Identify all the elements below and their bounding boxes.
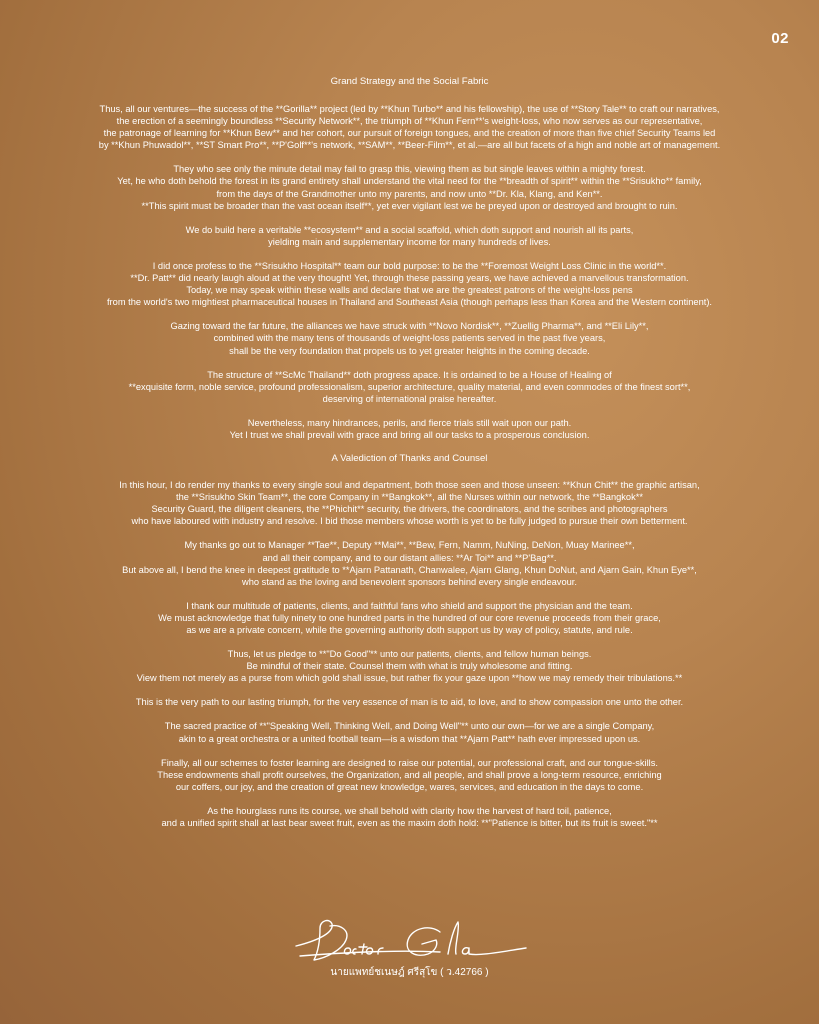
text-line: As the hourglass runs its course, we shall behold with clarity how the harvest of hard toil, patience, (207, 805, 612, 816)
text-line: the erection of a seemingly boundless **Security Network**, the triumph of **Khun Fern**'s weight-loss, who now serves as our representative, (116, 116, 703, 127)
paragraph (30, 417, 789, 441)
letter-body (30, 76, 789, 841)
text-line: deserving of international praise hereafter. (322, 393, 497, 404)
text-line: who stand as the loving and benevolent sponsors behind every single endeavour. (242, 576, 577, 587)
paragraph (30, 260, 789, 308)
paragraph (30, 757, 789, 793)
text-line: Yet, he who doth behold the forest in its grand entirety shall understand the vital need for the **breadth of spirit** within the **Srisukho** family, (117, 176, 702, 187)
text-line: Nevertheless, many hindrances, perils, and fierce trials still wait upon our path. (247, 417, 572, 428)
text-line: the **Srisukho Skin Team**, the core Company in **Bangkok**, all the Nurses within our network, the **Bangkok** (176, 492, 643, 503)
text-line: **This spirit must be broader than the vast ocean itself**, yet ever vigilant lest we be preyed upon or destroyed and brought to ruin. (141, 200, 678, 211)
text-line: I thank our multitude of patients, clients, and faithful fans who shield and support the physician and the team. (186, 600, 633, 611)
text-line: But above all, I bend the knee in deepest gratitude to **Ajarn Pattanath, Chanwalee, Ajarn Glang, Khun DoNut, and Ajarn Gain, Khun Eye**, (122, 564, 697, 575)
paragraph (30, 479, 789, 527)
text-line: We do build here a veritable **ecosystem** and a social scaffold, which doth support and nourish all its parts, (185, 224, 634, 235)
section-title-valediction: A Valediction of Thanks and Counsel (331, 453, 488, 465)
paragraph (30, 720, 789, 744)
section-valediction (30, 479, 789, 829)
text-line: Yet I trust we shall prevail with grace and bring all our tasks to a prosperous conclusion. (229, 429, 590, 440)
text-line: combined with the many tens of thousands of weight-loss patients served in the past five years, (213, 333, 606, 344)
text-line: shall be the very foundation that propels us to yet greater heights in the coming decade. (229, 345, 590, 356)
text-line: Today, we may speak within these walls and declare that we are the greatest patrons of the weight-loss pens (186, 285, 633, 296)
text-line: I did once profess to the **Srisukho Hospital** team our bold purpose: to be the **Foremost Weight Loss Clinic in the world**. (152, 260, 667, 271)
text-line: The structure of **ScMc Thailand** doth progress apace. It is ordained to be a House of Healing of (207, 369, 612, 380)
text-line: who have laboured with industry and resolve. I bid those members whose worth is yet to be fully judged to pursue their own betterment. (131, 516, 688, 527)
paragraph (30, 600, 789, 636)
text-line: from the world's two mightiest pharmaceutical houses in Thailand and Southeast Asia (though perhaps less than Korea and the Western continent). (106, 297, 713, 308)
text-line: This is the very path to our lasting triumph, for the very essence of man is to aid, to love, and to show compassion one unto the other. (135, 697, 684, 708)
text-line: View them not merely as a purse from which gold shall issue, but rather fix your gaze upon **how we may remedy their tribulations.** (136, 673, 683, 684)
section-grand-strategy (30, 103, 789, 441)
paragraph (30, 369, 789, 405)
text-line: **Dr. Patt** did nearly laugh aloud at the very thought! Yet, through these passing years, we have achieved a marvellous transformation. (130, 273, 689, 284)
paragraph (30, 805, 789, 829)
paragraph (30, 648, 789, 684)
text-line: Gazing toward the far future, the alliances we have struck with **Novo Nordisk**, **Zuellig Pharma**, and **Eli Lily**, (170, 321, 649, 332)
paragraph (30, 224, 789, 248)
paragraph (30, 103, 789, 151)
text-line: as we are a private concern, while the governing authority doth support us by way of policy, statute, and rule. (186, 625, 633, 635)
text-line: and a unified spirit shall at last bear sweet fruit, even as the maxim doth hold: **"Patience is bitter, but its fruit is sweet."** (161, 818, 658, 829)
text-line: Security Guard, the diligent cleaners, the **Phichit** security, the drivers, the coordinators, and the scribes and photographers (151, 504, 668, 515)
text-line: Thus, let us pledge to **"Do Good"** unto our patients, clients, and fellow human beings. (227, 649, 592, 660)
text-line: Be mindful of their state. Counsel them with what is truly wholesome and fitting. (246, 661, 573, 672)
signer-name: นายแพทย์ชเนษฎ์ ศรีสุโข ( ว.42766 ) (330, 967, 489, 978)
text-line: yielding main and supplementary income for many hundreds of lives. (268, 236, 551, 247)
text-line: by **Khun Phuwadol**, **ST Smart Pro**, **P'Golf**'s network, **SAM**, **Beer-Film**, et al.—are all but facets of a high and noble art of management. (98, 140, 721, 151)
text-line: They who see only the minute detail may fail to grasp this, viewing them as but single leaves within a mighty forest. (173, 164, 646, 175)
text-line: our coffers, our joy, and the creation of great new knowledge, wares, services, and education in the days to come. (175, 781, 644, 792)
text-line: and all their company, and to our distant allies: **Ar Toi** and **P'Bag**. (262, 552, 557, 563)
text-line: the patronage of learning for **Khun Bew** and her cohort, our pursuit of foreign tongues, and the creation of more than five chief Security Teams led (103, 128, 716, 139)
text-line: Thus, all our ventures—the success of the **Gorilla** project (led by **Khun Turbo** and his fellowship), the use of **Story Tale** to craft our narratives, (99, 104, 720, 114)
text-line: We must acknowledge that fully ninety to one hundred parts in the hundred of our core revenue proceeds from their grace, (158, 612, 661, 623)
text-line: In this hour, I do render my thanks to every single soul and department, both those seen and those unseen: **Khun Chit** the graphic artisan, (119, 480, 700, 491)
text-line: Finally, all our schemes to foster learning are designed to raise our potential, our professional craft, and our tongue-skills. (161, 757, 658, 768)
text-line: akin to a great orchestra or a united football team—is a wisdom that **Ajarn Patt** hath ever impressed upon us. (178, 733, 641, 744)
section-title-grand-strategy: Grand Strategy and the Social Fabric (330, 76, 489, 87)
page-number: 02 (771, 30, 789, 47)
paragraph (30, 320, 789, 356)
paragraph (30, 539, 789, 587)
text-line: from the days of the Grandmother unto my parents, and now unto **Dr. Kla, Klang, and Ken**. (216, 188, 603, 199)
text-line: **exquisite form, noble service, profound professionalism, superior architecture, quality material, and even commodes of the finest sort**, (128, 381, 691, 392)
paragraph (30, 163, 789, 211)
text-line: My thanks go out to Manager **Tae**, Deputy **Mai**, **Bew, Fern, Namm, NuNing, DeNon, Muay Marinee**, (184, 540, 635, 551)
signature-image (290, 918, 530, 966)
text-line: The sacred practice of **"Speaking Well, Thinking Well, and Doing Well"** unto our own—for we are a single Company, (164, 721, 655, 732)
paragraph (30, 696, 789, 708)
text-line: These endowments shall profit ourselves, the Organization, and all people, and shall prove a long-term resource, enriching (157, 769, 662, 780)
